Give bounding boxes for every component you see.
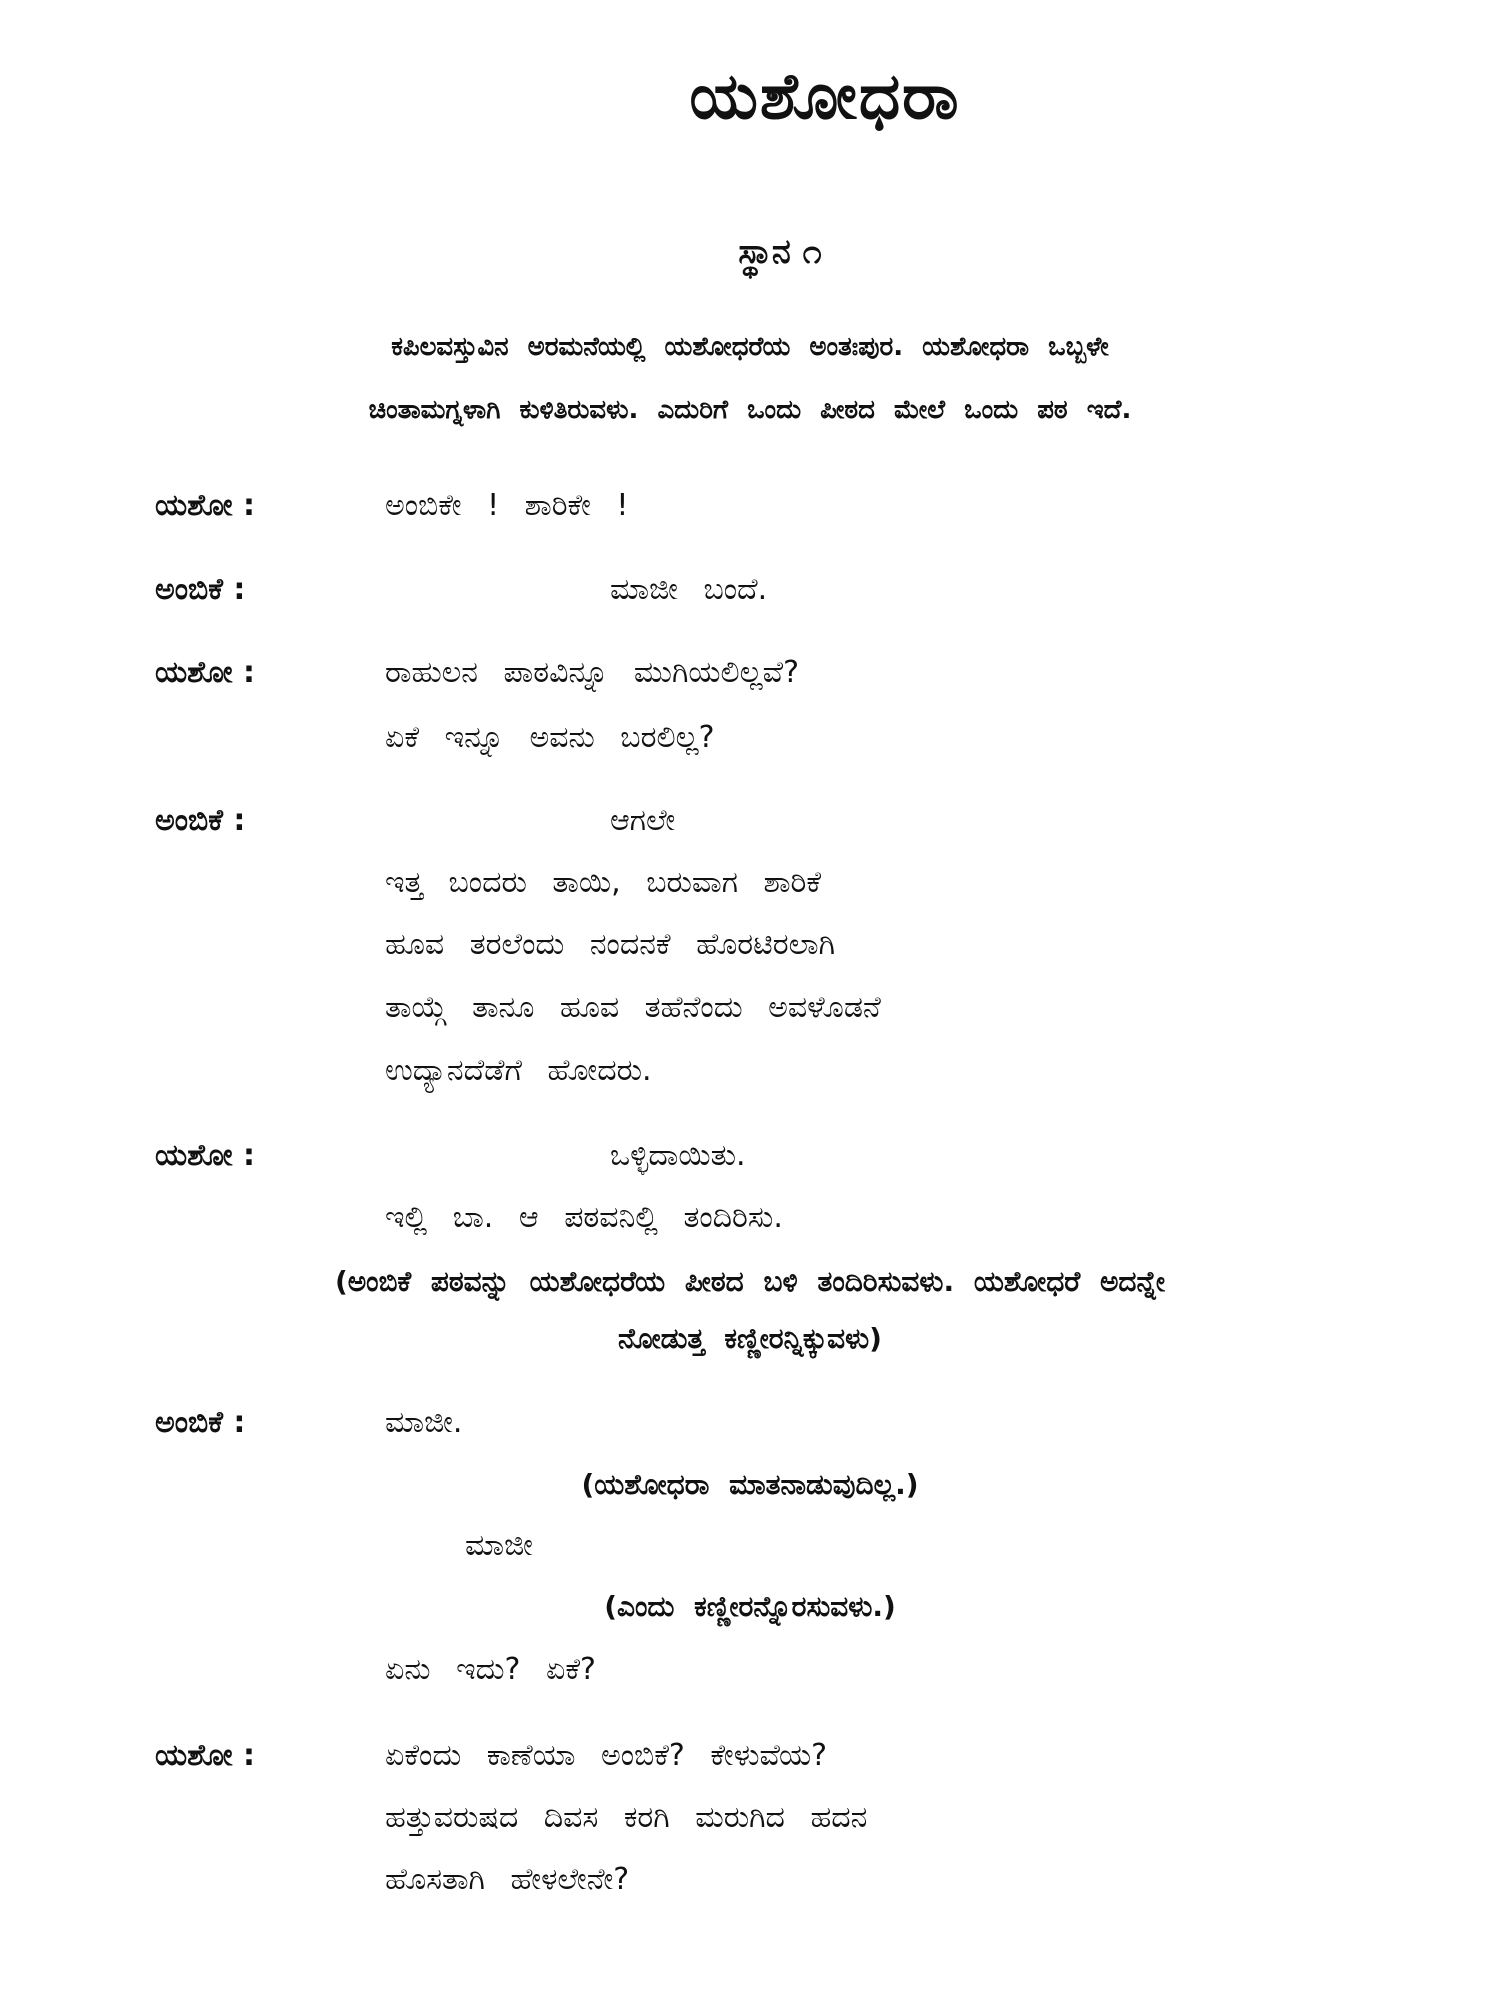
dialogue-line: ಏನು ಇದು? ಏಕೆ? (385, 1652, 596, 1687)
dialogue-line: ಇಲ್ಲಿ ಬಾ. ಆ ಪಠವನಿಲ್ಲಿ ತಂದಿರಿಸು. (385, 1200, 783, 1235)
stage-direction: (ಎಂದು ಕಣ್ಣೀರನ್ನೊರಸುವಳು.) (604, 1590, 896, 1623)
speaker-label: ಯಶೋ : (155, 488, 255, 523)
speaker-label: ಅಂಬಿಕೆ : (155, 1405, 246, 1440)
dialogue-line: ಅಂಬಿಕೇ ! ಶಾರಿಕೇ ! (385, 488, 629, 523)
dialogue-line: ಹೂವ ತರಲೆಂದು ನಂದನಕೆ ಹೊರಟಿರಲಾಗಿ (385, 927, 836, 962)
scene-description-line: ಚಿಂತಾಮಗ್ನಳಾಗಿ ಕುಳಿತಿರುವಳು. ಎದುರಿಗೆ ಒಂದು ಪೀಠದ ಮೇಲೆ ಒಂದು ಪಠ ಇದೆ. (368, 395, 1132, 425)
stage-direction: (ಅಂಬಿಕೆ ಪಠವನ್ನು ಯಶೋಧರೆಯ ಪೀಠದ ಬಳಿ ತಂದಿರಿಸುವಳು. ಯಶೋಧರೆ ಅದನ್ನೇ (334, 1265, 1166, 1298)
dialogue-line: ಏಕೆ ಇನ್ನೂ ಅವನು ಬರಲಿಲ್ಲ? (385, 720, 715, 755)
dialogue-line: ಏಕೆಂದು ಕಾಣೆಯಾ ಅಂಬಿಕೆ? ಕೇಳುವೆಯ? (385, 1738, 828, 1773)
stage-direction: ನೋಡುತ್ತ ಕಣ್ಣೀರನ್ನಿಕ್ಕುವಳು) (618, 1322, 882, 1355)
speaker-label: ಯಶೋ : (155, 655, 255, 690)
speaker-label: ಅಂಬಿಕೆ : (155, 572, 246, 607)
dialogue-line: ರಾಹುಲನ ಪಾಠವಿನ್ನೂ ಮುಗಿಯಲಿಲ್ಲವೆ? (385, 655, 800, 690)
dialogue-line: ತಾಯ್ಗೆ ತಾನೂ ಹೂವ ತಹೆನೆಂದು ಅವಳೊಡನೆ (385, 990, 881, 1025)
dialogue-line: ಹತ್ತುವರುಷದ ದಿವಸ ಕರಗಿ ಮರುಗಿದ ಹದನ (385, 1800, 868, 1835)
scene-heading: ಸ್ಥಾನ ೧ (738, 232, 822, 272)
speaker-label: ಅಂಬಿಕೆ : (155, 803, 246, 838)
dialogue-line: ಹೊಸತಾಗಿ ಹೇಳಲೇನೇ? (385, 1862, 630, 1897)
dialogue-line: ಆಗಲೇ (610, 803, 676, 838)
page-title: ಯಶೋಧರಾ (689, 60, 961, 134)
dialogue-line: ಮಾಜೀ ಬಂದೆ. (610, 572, 768, 607)
speaker-label: ಯಶೋ : (155, 1738, 255, 1773)
scene-description-line: ಕಪಿಲವಸ್ತುವಿನ ಅರಮನೆಯಲ್ಲಿ ಯಶೋಧರೆಯ ಅಂತಃಪುರ. ಯಶೋಧರಾ ಒಬ್ಬಳೇ (391, 332, 1109, 362)
dialogue-line: ಮಾಜೀ. (385, 1405, 463, 1440)
speaker-label: ಯಶೋ : (155, 1138, 255, 1173)
dialogue-line: ಒಳ್ಳಿದಾಯಿತು. (610, 1138, 746, 1173)
dialogue-line: ಇತ್ತ ಬಂದರು ತಾಯಿ, ಬರುವಾಗ ಶಾರಿಕೆ (385, 865, 822, 900)
stage-direction: (ಯಶೋಧರಾ ಮಾತನಾಡುವುದಿಲ್ಲ.) (581, 1468, 919, 1501)
dialogue-line: ಉದ್ಯಾನದೆಡೆಗೆ ಹೋದರು. (385, 1053, 652, 1088)
dialogue-line: ಮಾಜೀ (465, 1528, 533, 1563)
